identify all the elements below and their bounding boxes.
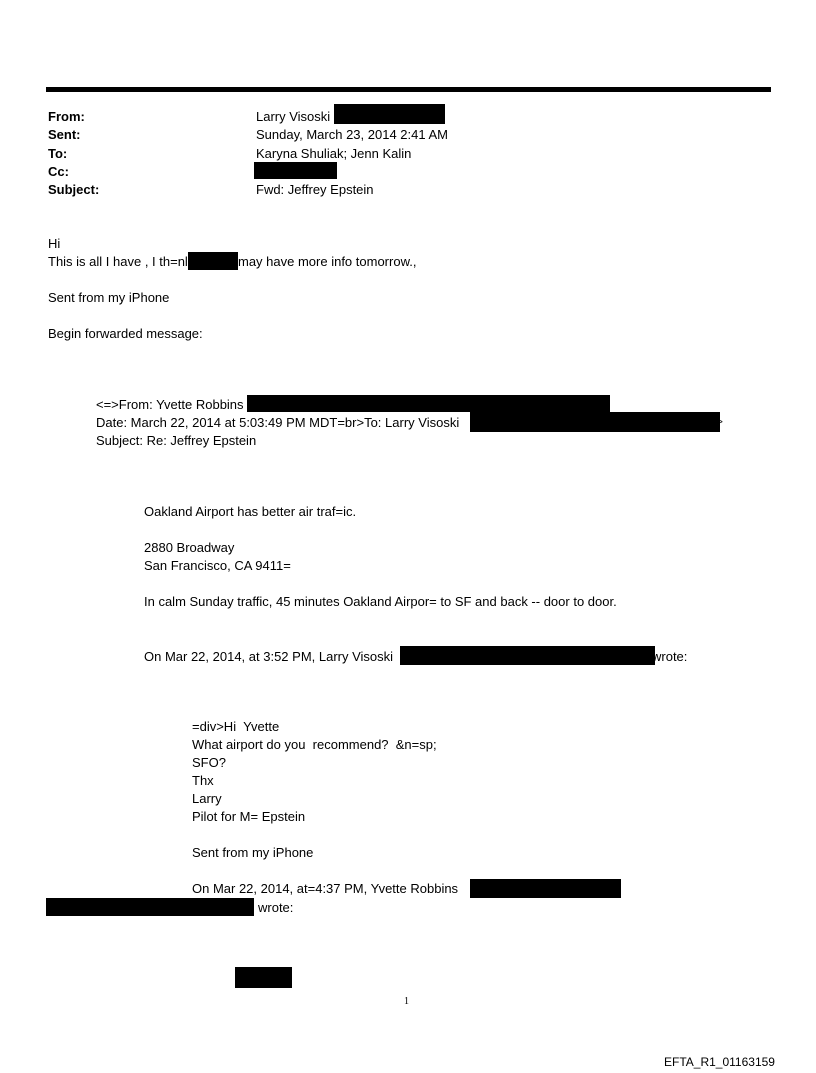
fwd-from-line: <=>From: Yvette Robbins (96, 397, 244, 412)
redaction-block (247, 395, 610, 412)
greeting: Hi (48, 236, 61, 251)
page-number: 1 (404, 996, 409, 1007)
document-id: EFTA_R1_01163159 (664, 1055, 775, 1069)
redaction-block (188, 252, 238, 270)
reply2-sent-from: Sent from my iPhone (192, 845, 314, 860)
body-line-part1: This is all I have , I th=nl (48, 254, 188, 269)
begin-forwarded: Begin forwarded message: (48, 326, 203, 341)
reply2-line-2: What airport do you recommend? &n=sp; (192, 737, 437, 752)
body-line-part2: may have more info tomorrow., (238, 254, 417, 269)
header-rule (46, 87, 771, 92)
reply2-line-5: Larry (192, 791, 222, 806)
reply1-address-2: San Francisco, CA 9411= (144, 558, 291, 573)
cc-label: Cc: (48, 164, 69, 179)
from-label: From: (48, 109, 85, 124)
sent-label: Sent: (48, 127, 81, 142)
reply2-line-4: Thx (192, 773, 214, 788)
reply1-wrote: wrote: (652, 649, 688, 664)
redaction-block (46, 898, 254, 916)
subject-label: Subject: (48, 182, 100, 197)
from-value: Larry Visoski (256, 109, 331, 124)
reply1-line: Oakland Airport has better air traf=ic. (144, 504, 357, 519)
reply1-address-1: 2880 Broadway (144, 540, 235, 555)
reply2-attribution: On Mar 22, 2014, at=4:37 PM, Yvette Robbins (192, 881, 459, 896)
reply1-traffic: In calm Sunday traffic, 45 minutes Oakland Airpor= to SF and back -- door to door. (144, 594, 617, 609)
sent-value: Sunday, March 23, 2014 2:41 AM (256, 127, 448, 142)
to-value: Karyna Shuliak; Jenn Kalin (256, 146, 412, 161)
fwd-date-line-end: > (717, 417, 723, 428)
redaction-block (235, 967, 292, 988)
sent-from-iphone: Sent from my iPhone (48, 290, 170, 305)
reply2-line-3: SFO? (192, 755, 226, 770)
redaction-block (470, 879, 621, 898)
redaction-block (334, 104, 445, 124)
reply1-attribution: On Mar 22, 2014, at 3:52 PM, Larry Visoski (144, 649, 394, 664)
subject-value: Fwd: Jeffrey Epstein (256, 182, 374, 197)
to-label: To: (48, 146, 68, 161)
redaction-block (400, 646, 655, 665)
redaction-block (254, 162, 337, 179)
fwd-date-line: Date: March 22, 2014 at 5:03:49 PM MDT=br>To: Larry Visoski (96, 415, 460, 430)
reply2-line-1: =div>Hi Yvette (192, 719, 280, 734)
fwd-subject-line: Subject: Re: Jeffrey Epstein (96, 433, 257, 448)
reply2-line-6: Pilot for M= Epstein (192, 809, 306, 824)
reply2-wrote: wrote: (258, 900, 294, 915)
redaction-block (470, 412, 720, 432)
